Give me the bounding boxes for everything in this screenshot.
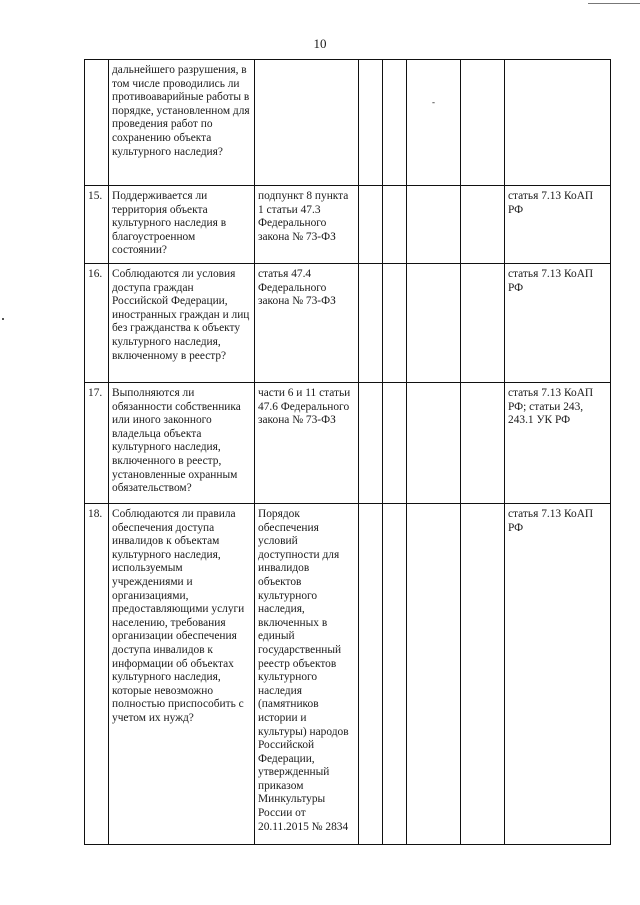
notes-cell	[461, 264, 505, 383]
corner-scan-mark	[588, 0, 640, 4]
answer-yes-cell	[359, 383, 383, 504]
liability-text: статья 7.13 КоАП РФ; статьи 243, 243.1 УК РФ	[505, 383, 611, 504]
notes-cell	[461, 504, 505, 845]
answer-na-cell	[407, 186, 461, 264]
question-text: Соблюдаются ли условия доступа граждан Российской Федерации, иностранных граждан и лиц без гражданства к объекту культурного наследия, включенному в реестр?	[109, 264, 255, 383]
notes-cell	[461, 383, 505, 504]
table-row	[85, 186, 611, 264]
notes-cell	[461, 60, 505, 186]
stray-mark: -	[432, 97, 435, 107]
answer-no-cell	[383, 504, 407, 845]
question-text: дальнейшего разрушения, в том числе проводились ли противоаварийные работы в порядке, установленном для проведения работ по сохранению объекта культурного наследия?	[109, 60, 255, 186]
answer-na-cell	[407, 60, 461, 186]
answer-yes-cell	[359, 264, 383, 383]
row-number: 18.	[85, 504, 109, 845]
notes-cell	[461, 186, 505, 264]
question-text: Выполняются ли обязанности собственника или иного законного владельца объекта культурного наследия, включенного в реестр, установленные охранным обязательством?	[109, 383, 255, 504]
answer-na-cell	[407, 504, 461, 845]
answer-yes-cell	[359, 504, 383, 845]
question-text: Соблюдаются ли правила обеспечения доступа инвалидов к объектам культурного наследия, используемым учреждениями и организациями, предоставляющими услуги населению, требования организации обеспечения доступа инвалидов к информации об объектах культурного наследия, которые невозможно полностью приспособить с учетом их нужд?	[109, 504, 255, 845]
row-number	[85, 60, 109, 186]
legal-basis	[255, 60, 359, 186]
question-text: Поддерживается ли территория объекта культурного наследия в благоустроенном состоянии?	[109, 186, 255, 264]
answer-no-cell	[383, 60, 407, 186]
row-number: 17.	[85, 383, 109, 504]
table-row	[85, 504, 611, 845]
legal-basis: статья 47.4 Федерального закона № 73-ФЗ	[255, 264, 359, 383]
answer-na-cell	[407, 264, 461, 383]
liability-text: статья 7.13 КоАП РФ	[505, 504, 611, 845]
margin-scan-dot	[2, 318, 4, 320]
row-number: 16.	[85, 264, 109, 383]
legal-basis: подпункт 8 пункта 1 статьи 47.3 Федерального закона № 73-ФЗ	[255, 186, 359, 264]
page-number: 10	[313, 36, 327, 51]
answer-yes-cell	[359, 186, 383, 264]
liability-text: статья 7.13 КоАП РФ	[505, 264, 611, 383]
liability-text: статья 7.13 КоАП РФ	[505, 186, 611, 264]
row-number: 15.	[85, 186, 109, 264]
answer-no-cell	[383, 383, 407, 504]
answer-no-cell	[383, 186, 407, 264]
table-row	[85, 60, 611, 186]
liability-text	[505, 60, 611, 186]
answer-na-cell	[407, 383, 461, 504]
answer-no-cell	[383, 264, 407, 383]
table-row	[85, 264, 611, 383]
legal-basis: Порядок обеспечения условий доступности для инвалидов объектов культурного наследия, включенных в единый государственный реестр объектов культурного наследия (памятников истории и культуры) народов Российской Федерации, утвержденный приказом Минкультуры России от 20.11.2015 № 2834	[255, 504, 359, 845]
checklist-table	[84, 59, 611, 845]
legal-basis: части 6 и 11 статьи 47.6 Федерального закона № 73-ФЗ	[255, 383, 359, 504]
answer-yes-cell	[359, 60, 383, 186]
table-row	[85, 383, 611, 504]
